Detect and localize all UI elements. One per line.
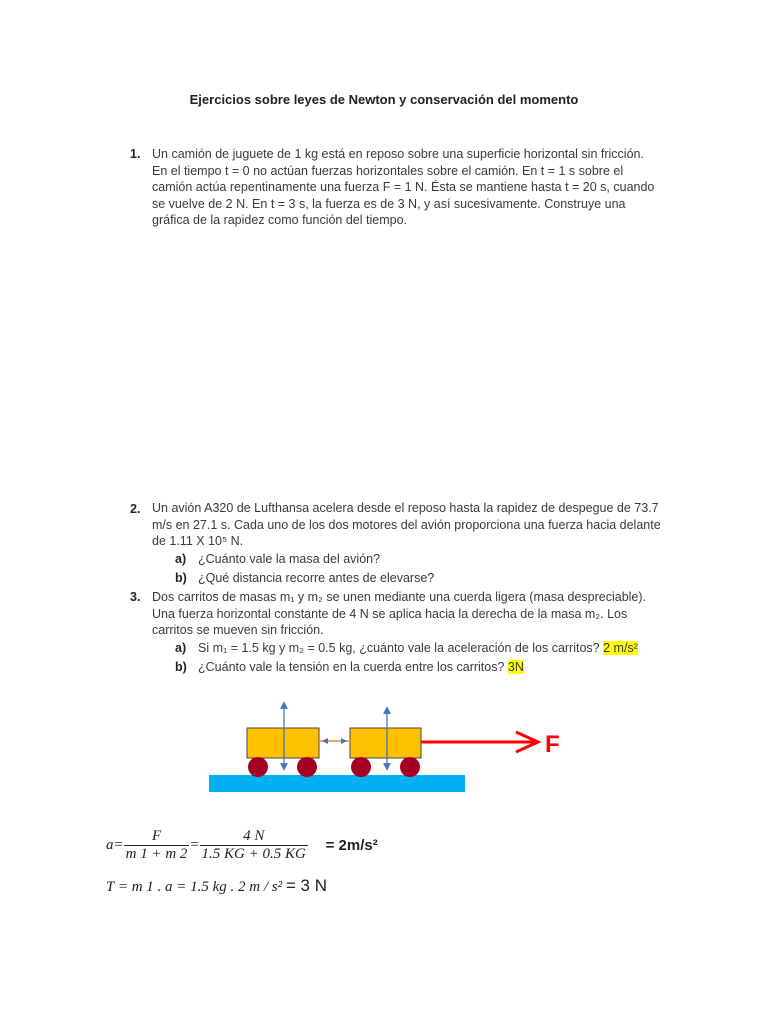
problem-2a-text: ¿Cuánto vale la masa del avión?: [198, 552, 381, 566]
wheel: [297, 757, 317, 777]
acceleration-equation: [106, 828, 378, 863]
problem-2b-text: ¿Qué distancia recorre antes de elevarse?: [198, 571, 435, 585]
problem-2b-label: b): [175, 571, 187, 585]
tension-equation: [106, 876, 327, 896]
eq1-frac2-numerator: 4 N: [200, 828, 308, 846]
eq1-result: = 2m/s²: [325, 837, 378, 854]
problem-3a-label: a): [175, 641, 187, 655]
carts-diagram: [200, 695, 580, 800]
problem-3a-line: [198, 640, 638, 657]
problem-3a-answer: 2 m/s²: [603, 641, 638, 655]
eq1-frac1-denominator: m 1 + m 2: [125, 846, 188, 862]
eq2-result: = 3 N: [285, 876, 327, 895]
force-label: F: [545, 731, 560, 758]
problem-3b-answer: 3N: [507, 660, 524, 674]
eq1-frac2-denominator: 1.5 KG + 0.5 KG: [201, 846, 306, 862]
problem-3b-line: [198, 659, 524, 676]
problem-1-text: Un camión de juguete de 1 kg está en reposo sobre una superficie horizontal sin fricción. En el tiempo t = 0 no actúan fuerzas horizontales sobre el camión. En t = 1 s sobre el camión actúa repentinamente una fuerza F = 1 N. Ésta se mantiene hasta t = 20 s, cuando se vuelve de 2 N. En t = 3 s, la fuerza es de 3 N, y así sucesivamente. Construye una gráfica de la rapidez como función del tiempo.: [152, 147, 655, 227]
ground-surface: [209, 775, 465, 792]
problem-3b-text: ¿Cuánto vale la tensión en la cuerda entre los carritos?: [198, 660, 505, 674]
problem-2a-label: a): [175, 552, 187, 566]
wheel: [351, 757, 371, 777]
cart-m1: [247, 728, 319, 758]
eq1-fraction-2: [200, 828, 308, 863]
problem-3b-label: b): [175, 660, 187, 674]
eq1-frac1-numerator: F: [124, 828, 190, 846]
document-title: Ejercicios sobre leyes de Newton y conservación del momento: [189, 92, 579, 107]
problem-1-number: 1.: [130, 147, 141, 161]
problem-3-number: 3.: [130, 590, 141, 604]
problem-3-text: Dos carritos de masas m₁ y m₂ se unen mediante una cuerda ligera (masa despreciable). Una fuerza horizontal constante de 4 N se aplica hacia la derecha de la masa m₂. Los carritos se mueven sin fricción.: [152, 590, 647, 637]
tension-arrow-right: [341, 738, 347, 744]
wheel: [248, 757, 268, 777]
problem-2-number: 2.: [130, 502, 141, 516]
eq1-fraction-1: [124, 828, 190, 863]
problem-3a-text: Si m₁ = 1.5 kg y m₂ = 0.5 kg, ¿cuánto vale la aceleración de los carritos?: [198, 641, 600, 655]
wheel: [400, 757, 420, 777]
cart-m2: [350, 728, 421, 758]
eq2-expression: T = m 1 . a = 1.5 kg . 2 m / s²: [106, 879, 283, 895]
tension-arrow-left: [322, 738, 328, 744]
eq1-lhs: a=: [106, 836, 124, 853]
eq1-equals: =: [189, 836, 200, 853]
problem-2-text: Un avión A320 de Lufthansa acelera desde el reposo hasta la rapidez de despegue de 73.7 m/s en 27.1 s. Cada uno de los dos motores del avión proporciona una fuerza hacia delante de 1.11 X 10⁵ N.: [152, 501, 661, 548]
